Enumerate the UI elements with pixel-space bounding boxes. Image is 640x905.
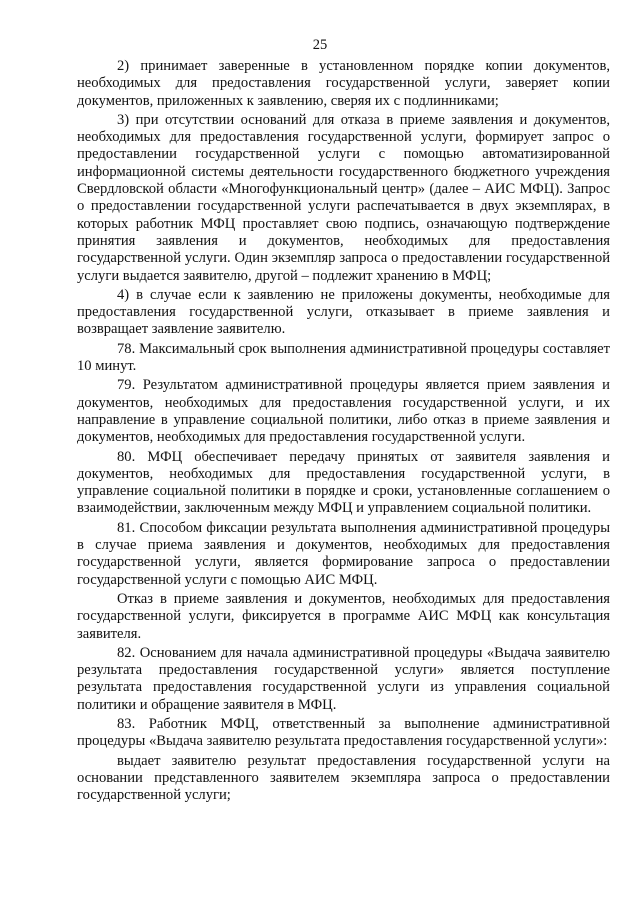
- paragraph-81: 81. Способом фиксации результата выполнения административной процедуры в случае приема заявления и документов, необходимых для предоставления государственной услуги, является формирование запроса о предоставлении государственной услуги с помощью АИС МФЦ.: [77, 519, 610, 588]
- page-number: 25: [312, 37, 328, 53]
- document-body: [77, 58, 610, 806]
- paragraph-item-2: 2) принимает заверенные в установленном порядке копии документов, необходимых для предоставления государственной услуги, заверяет копии документов, приложенных к заявлению, сверяя их с подлинниками;: [77, 58, 610, 109]
- paragraph-item-4: 4) в случае если к заявлению не приложены документы, необходимые для предоставления государственной услуги, отказывает в приеме заявления и возвращает заявление заявителю.: [77, 286, 610, 338]
- paragraph-82: 82. Основанием для начала административной процедуры «Выдача заявителю результата предоставления государственной услуги» является поступление результата предоставления государственной услуги из управления социальной политики и обращение заявителя в МФЦ.: [77, 644, 610, 713]
- paragraph-item-3: 3) при отсутствии оснований для отказа в приеме заявления и документов, необходимых для предоставления государственной услуги, формирует запрос о предоставлении государственной услуги с помощью автоматизированной информационной системы деятельности государственного бюджетного учреждения Свердловской области «Многофункциональный центр» (далее – АИС МФЦ). Запрос о предоставлении государственной услуги распечатывается в двух экземплярах, в которых работник МФЦ проставляет свою подпись, означающую подтверждение принятия заявления и документов, необходимых для предоставления государственной услуги. Один экземпляр запроса о предоставлении государственной услуги выдается заявителю, другой – подлежит хранению в МФЦ;: [77, 111, 610, 284]
- paragraph-83-item: выдает заявителю результат предоставления государственной услуги на основании представленного заявителем экземпляра запроса о предоставлении государственной услуги;: [77, 752, 610, 804]
- paragraph-80: 80. МФЦ обеспечивает передачу принятых от заявителя заявления и документов, необходимых для предоставления государственной услуги, в управление социальной политики в порядке и сроки, установленные соглашением о взаимодействии, заключенным между МФЦ и управлением социальной политики.: [77, 448, 610, 517]
- paragraph-83: 83. Работник МФЦ, ответственный за выполнение административной процедуры «Выдача заявителю результата предоставления государственной услуги»:: [77, 715, 610, 750]
- paragraph-79: 79. Результатом административной процедуры является прием заявления и документов, необходимых для предоставления государственной услуги, и их направление в управление социальной политики, либо отказ в приеме заявления и документов, необходимых для предоставления государственной услуги.: [77, 377, 610, 446]
- paragraph-78: 78. Максимальный срок выполнения административной процедуры составляет 10 минут.: [77, 340, 610, 375]
- paragraph-81-refusal: Отказ в приеме заявления и документов, необходимых для предоставления государственной услуги, фиксируется в программе АИС МФЦ как консультация заявителя.: [77, 590, 610, 642]
